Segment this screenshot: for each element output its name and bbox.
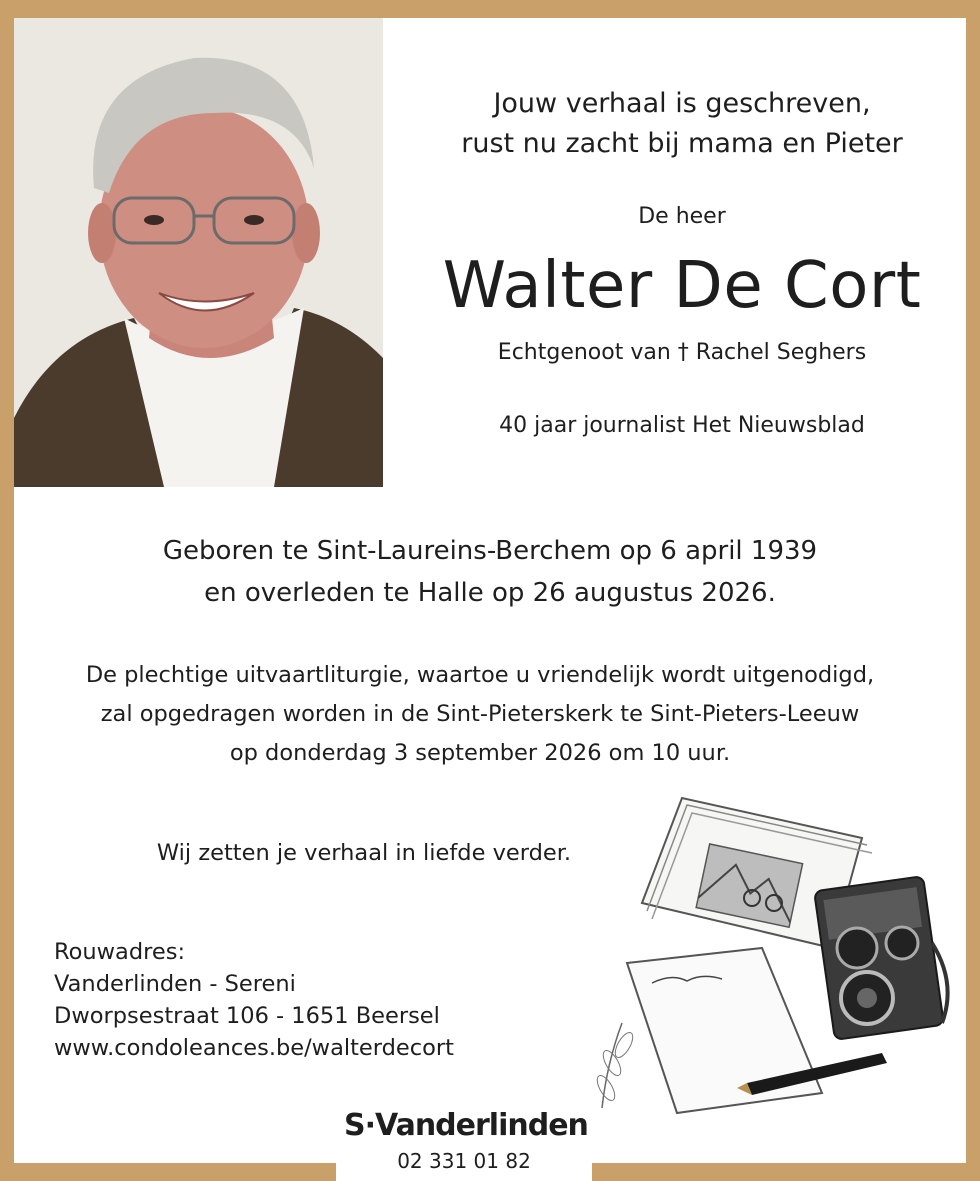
liturgy-line-1: De plechtige uitvaartliturgie, waartoe u vriendelijk wordt uitgenodigd, xyxy=(85,662,875,688)
letter-icon xyxy=(627,948,822,1113)
poem-line-1: Jouw verhaal is geschreven, xyxy=(493,88,871,119)
poem-line-2: rust nu zacht bij mama en Pieter xyxy=(461,128,903,159)
address-label: Rouwadres: xyxy=(54,939,186,965)
camera-icon xyxy=(814,876,948,1040)
deceased-name: Walter De Cort xyxy=(442,249,922,323)
address-company: Vanderlinden - Sereni xyxy=(54,971,296,997)
mourning-address xyxy=(54,936,454,1064)
born-line: Geboren te Sint-Laureins-Berchem op 6 april 1939 xyxy=(162,536,818,566)
title-prefix: De heer xyxy=(638,204,726,229)
died-line: en overleden te Halle op 26 augustus 2026. xyxy=(204,578,776,608)
closing-line: Wij zetten je verhaal in liefde verder. xyxy=(156,840,572,866)
portrait-illustration xyxy=(14,18,383,487)
liturgy-line-2: zal opgedragen worden in de Sint-Pieterskerk te Sint-Pieters-Leeuw xyxy=(100,701,860,727)
funeral-home-logo: S·Vanderlinden xyxy=(344,1108,588,1143)
liturgy-notice xyxy=(34,656,926,773)
address-street: Dworpsestraat 106 - 1651 Beersel xyxy=(54,1003,440,1029)
condolence-link[interactable]: www.condoleances.be/walterdecort xyxy=(54,1035,454,1061)
funeral-home-phone: 02 331 01 82 xyxy=(397,1149,531,1173)
portrait-photo xyxy=(14,18,383,487)
liturgy-line-3: op donderdag 3 september 2026 om 10 uur. xyxy=(229,740,731,766)
life-dates xyxy=(44,530,936,614)
leaf-sprig-icon xyxy=(594,1023,636,1108)
career-line: 40 jaar journalist Het Nieuwsblad xyxy=(499,413,865,438)
spouse-line: Echtgenoot van † Rachel Seghers xyxy=(497,340,867,365)
obituary-card xyxy=(14,18,966,1173)
journalist-sketch-illustration xyxy=(562,783,957,1118)
poem xyxy=(404,84,960,164)
